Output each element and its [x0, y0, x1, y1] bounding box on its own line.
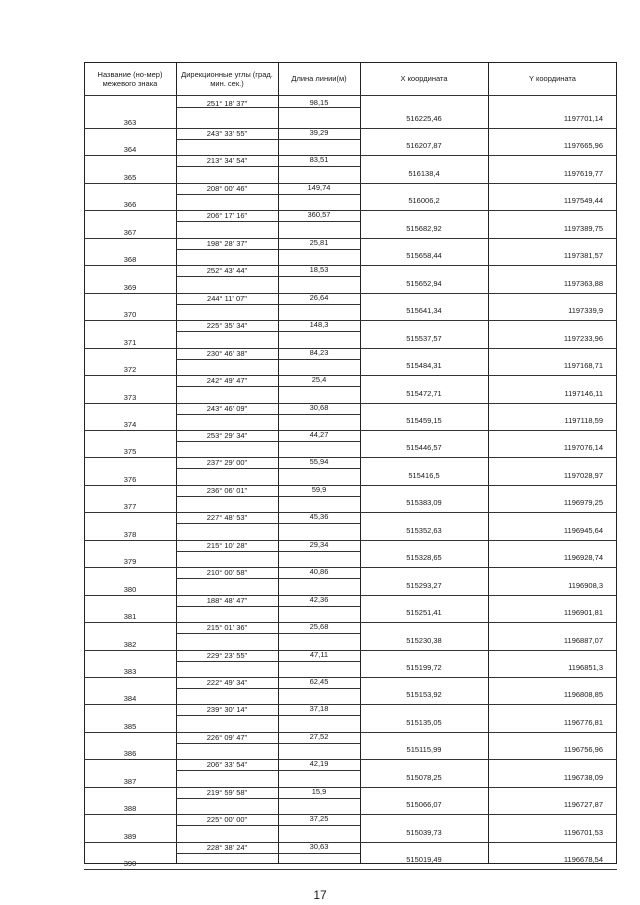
row-divider: [84, 595, 617, 596]
x-coordinate: 515293,27: [406, 580, 442, 590]
row-divider: [84, 348, 617, 349]
y-coordinate: 1197339,9: [568, 306, 603, 316]
line-length: 39,29: [309, 128, 329, 137]
y-coordinate: 1197363,88: [563, 278, 603, 288]
row-divider: [84, 210, 617, 211]
y-coordinate: 1196908,3: [568, 580, 603, 590]
first-length: 98,15: [309, 98, 329, 107]
direction-angle: 239° 30' 14": [206, 705, 248, 715]
line-length: 37,18: [309, 704, 329, 714]
direction-angle: 237° 29' 00": [206, 458, 248, 468]
x-coordinate: 515416,5: [408, 470, 440, 480]
point-name: 366: [123, 200, 137, 210]
x-coordinate: 515537,57: [406, 333, 442, 343]
y-coordinate: 1197549,44: [563, 196, 603, 206]
y-coordinate: 1196678,54: [563, 855, 603, 865]
header-y: Y координата: [529, 74, 576, 83]
row-divider: [176, 578, 360, 579]
line-length: 148,3: [309, 320, 329, 330]
row-divider: [84, 238, 617, 239]
x-coordinate: 515328,65: [406, 553, 442, 563]
line-length: 30,63: [309, 841, 329, 851]
x-coordinate: 515682,92: [406, 223, 442, 233]
direction-angle: 243° 33' 55": [206, 129, 248, 138]
point-name: 371: [123, 337, 137, 347]
line-length: 27,52: [309, 731, 329, 741]
x-coordinate: 515446,57: [406, 443, 442, 453]
x-coordinate: 515658,44: [406, 251, 442, 261]
line-length: 59,9: [311, 484, 327, 494]
point-name: 379: [123, 557, 137, 567]
row-divider: [84, 650, 617, 651]
header-divider: [84, 95, 617, 96]
line-length: 15,9: [311, 786, 327, 796]
row-divider: [84, 265, 617, 266]
y-coordinate: 1196887,07: [563, 635, 603, 645]
x-coordinate: 516225,46: [406, 114, 442, 123]
row-divider: [176, 633, 360, 634]
y-coordinate: 1197028,97: [563, 470, 603, 480]
page-number: 17: [313, 888, 327, 902]
y-coordinate: 1197076,14: [563, 443, 603, 453]
x-coordinate: 515199,72: [406, 663, 442, 672]
row-divider: [176, 770, 360, 771]
x-coordinate: 515230,38: [406, 635, 442, 645]
row-divider: [176, 107, 360, 108]
x-coordinate: 515352,63: [406, 525, 442, 535]
point-name: 377: [123, 502, 137, 512]
line-length: 83,51: [309, 155, 329, 165]
row-divider: [84, 704, 617, 705]
row-divider: [84, 567, 617, 568]
y-coordinate: 1196979,25: [563, 498, 603, 508]
direction-angle: 229° 23' 55": [206, 650, 248, 660]
line-length: 25,4: [311, 375, 327, 385]
header-x: X координата: [400, 74, 448, 83]
x-coordinate: 516138,4: [408, 168, 440, 178]
direction-angle: 215° 01' 36": [206, 623, 248, 633]
direction-angle: 226° 09' 47": [206, 732, 248, 742]
row-divider: [176, 798, 360, 799]
point-name: 386: [123, 749, 137, 759]
y-coordinate: 1197168,71: [563, 361, 603, 371]
point-name: 365: [123, 172, 137, 182]
row-divider: [84, 842, 617, 843]
row-divider: [84, 814, 617, 815]
y-coordinate: 1197381,57: [563, 251, 603, 261]
row-divider: [84, 375, 617, 376]
x-coordinate: 515135,05: [406, 717, 442, 727]
point-name: 380: [123, 584, 137, 594]
point-name: 382: [123, 639, 137, 649]
point-name: 378: [123, 529, 137, 539]
direction-angle: 228° 38' 24": [206, 842, 248, 852]
header-angle: Дирекционные углы (град. мин. сек.): [181, 69, 273, 88]
point-name: 387: [123, 776, 137, 786]
x-coordinate: 515652,94: [406, 278, 442, 288]
point-name: 374: [123, 419, 137, 429]
x-coordinate: 515641,34: [406, 306, 442, 316]
y-coordinate: 1196928,74: [563, 553, 603, 563]
point-name: 363: [123, 118, 137, 127]
direction-angle: 206° 33' 54": [206, 760, 248, 770]
x-coordinate: 515153,92: [406, 690, 442, 700]
line-length: 62,45: [309, 677, 329, 686]
row-divider: [84, 457, 617, 458]
point-name: 364: [123, 145, 137, 155]
direction-angle: 198° 28' 37": [206, 238, 248, 248]
x-coordinate: 515472,71: [406, 388, 442, 398]
row-divider: [176, 221, 360, 222]
x-coordinate: 515066,07: [406, 800, 442, 810]
point-name: 373: [123, 392, 137, 402]
y-coordinate: 1197389,75: [563, 223, 603, 233]
row-divider: [176, 386, 360, 387]
point-name: 390: [123, 859, 137, 869]
row-divider: [84, 512, 617, 513]
point-name: 368: [123, 255, 137, 265]
direction-angle: 215° 10' 28": [206, 540, 248, 550]
row-divider: [176, 853, 360, 854]
point-name: 367: [123, 227, 137, 237]
x-coordinate: 515115,99: [406, 745, 442, 755]
row-divider: [176, 304, 360, 305]
row-divider: [176, 468, 360, 469]
y-coordinate: 1197665,96: [563, 141, 603, 151]
row-divider: [84, 622, 617, 623]
y-coordinate: 1196945,64: [563, 525, 603, 535]
y-coordinate: 1196851,3: [568, 663, 603, 672]
row-divider: [84, 677, 617, 678]
row-divider: [84, 759, 617, 760]
point-name: 370: [123, 310, 137, 320]
line-length: 30,68: [309, 402, 329, 412]
point-name: 369: [123, 282, 137, 292]
row-divider: [84, 430, 617, 431]
header-name: Название (но-мер) межевого знака: [97, 69, 163, 88]
direction-angle: 243° 46' 09": [206, 403, 248, 413]
row-divider: [176, 523, 360, 524]
row-divider: [176, 139, 360, 140]
x-coordinate: 515078,25: [406, 772, 442, 782]
row-divider: [84, 869, 617, 870]
y-coordinate: 1196808,85: [563, 690, 603, 700]
row-divider: [176, 331, 360, 332]
x-coordinate: 515484,31: [406, 361, 442, 371]
direction-angle: 210° 00' 58": [206, 568, 248, 578]
x-coordinate: 516207,87: [406, 141, 442, 151]
x-coordinate: 515039,73: [406, 827, 442, 837]
row-divider: [176, 359, 360, 360]
row-divider: [176, 496, 360, 497]
direction-angle: 227° 48' 53": [206, 513, 248, 523]
line-length: 26,64: [309, 292, 329, 302]
line-length: 45,36: [309, 512, 329, 522]
x-coordinate: 515383,09: [406, 498, 442, 508]
row-divider: [176, 249, 360, 250]
line-length: 149,74: [307, 182, 331, 192]
point-name: 389: [123, 831, 137, 841]
line-length: 42,36: [309, 594, 329, 604]
y-coordinate: 1196756,96: [563, 745, 603, 755]
row-divider: [84, 485, 617, 486]
point-name: 383: [123, 667, 137, 676]
x-coordinate: 515459,15: [406, 415, 442, 425]
row-divider: [84, 293, 617, 294]
point-name: 385: [123, 721, 137, 731]
row-divider: [176, 825, 360, 826]
row-divider: [84, 183, 617, 184]
y-coordinate: 1197118,59: [564, 415, 603, 425]
direction-angle: 206° 17' 16": [206, 211, 248, 221]
row-divider: [84, 155, 617, 156]
row-divider: [176, 551, 360, 552]
direction-angle: 252° 43' 44": [206, 266, 248, 276]
y-coordinate: 1196776,81: [563, 717, 603, 727]
row-divider: [176, 414, 360, 415]
point-name: 375: [123, 447, 137, 457]
point-name: 384: [123, 694, 137, 704]
line-length: 47,11: [309, 649, 329, 659]
line-length: 29,34: [309, 539, 329, 549]
y-coordinate: 1196738,09: [563, 772, 603, 782]
row-divider: [176, 743, 360, 744]
direction-angle: 222° 49' 34": [206, 678, 248, 687]
point-name: 388: [123, 804, 137, 814]
row-divider: [176, 276, 360, 277]
row-divider: [176, 194, 360, 195]
row-divider: [176, 715, 360, 716]
row-divider: [176, 606, 360, 607]
x-coordinate: 515019,49: [406, 855, 442, 865]
line-length: 25,81: [309, 237, 329, 247]
direction-angle: 225° 35' 34": [206, 321, 248, 331]
direction-angle: 230° 46' 38": [206, 348, 248, 358]
direction-angle: 208° 00' 46": [206, 183, 248, 193]
line-length: 25,68: [309, 622, 329, 632]
row-divider: [176, 661, 360, 662]
row-divider: [176, 441, 360, 442]
direction-angle: 242° 49' 47": [206, 376, 248, 386]
y-coordinate: 1196727,87: [563, 800, 603, 810]
line-length: 44,27: [309, 429, 329, 439]
header-length: Длина линии(м): [291, 74, 347, 83]
row-divider: [84, 320, 617, 321]
y-coordinate: 1197619,77: [563, 168, 603, 178]
row-divider: [176, 688, 360, 689]
line-length: 55,94: [309, 457, 329, 467]
direction-angle: 213° 34' 54": [206, 156, 248, 166]
row-divider: [84, 732, 617, 733]
y-coordinate: 1197146,11: [564, 388, 603, 398]
direction-angle: 244° 11' 07": [207, 293, 247, 303]
row-divider: [176, 166, 360, 167]
line-length: 18,53: [309, 265, 329, 275]
point-name: 372: [123, 365, 137, 375]
direction-angle: 219° 59' 58": [206, 787, 248, 797]
row-divider: [84, 787, 617, 788]
y-coordinate: 1196701,53: [563, 827, 603, 837]
x-coordinate: 516006,2: [408, 196, 440, 206]
row-divider: [84, 128, 617, 129]
direction-angle: 225° 00' 00": [206, 815, 248, 825]
line-length: 42,19: [309, 759, 329, 769]
direction-angle: 236° 06' 01": [206, 485, 248, 495]
y-coordinate: 1196901,81: [563, 608, 603, 618]
y-coordinate: 1197701,14: [563, 114, 603, 123]
y-coordinate: 1197233,96: [563, 333, 603, 343]
row-divider: [84, 403, 617, 404]
direction-angle: 188° 48' 47": [206, 595, 248, 605]
line-length: 37,25: [309, 814, 329, 824]
direction-angle: 253° 29' 34": [206, 430, 248, 440]
point-name: 381: [123, 612, 137, 622]
line-length: 40,86: [309, 567, 329, 577]
x-coordinate: 515251,41: [406, 608, 442, 618]
row-divider: [84, 540, 617, 541]
first-angle: 251° 18' 37": [206, 99, 248, 108]
point-name: 376: [123, 474, 137, 484]
line-length: 360,57: [307, 210, 331, 220]
line-length: 84,23: [309, 347, 329, 357]
